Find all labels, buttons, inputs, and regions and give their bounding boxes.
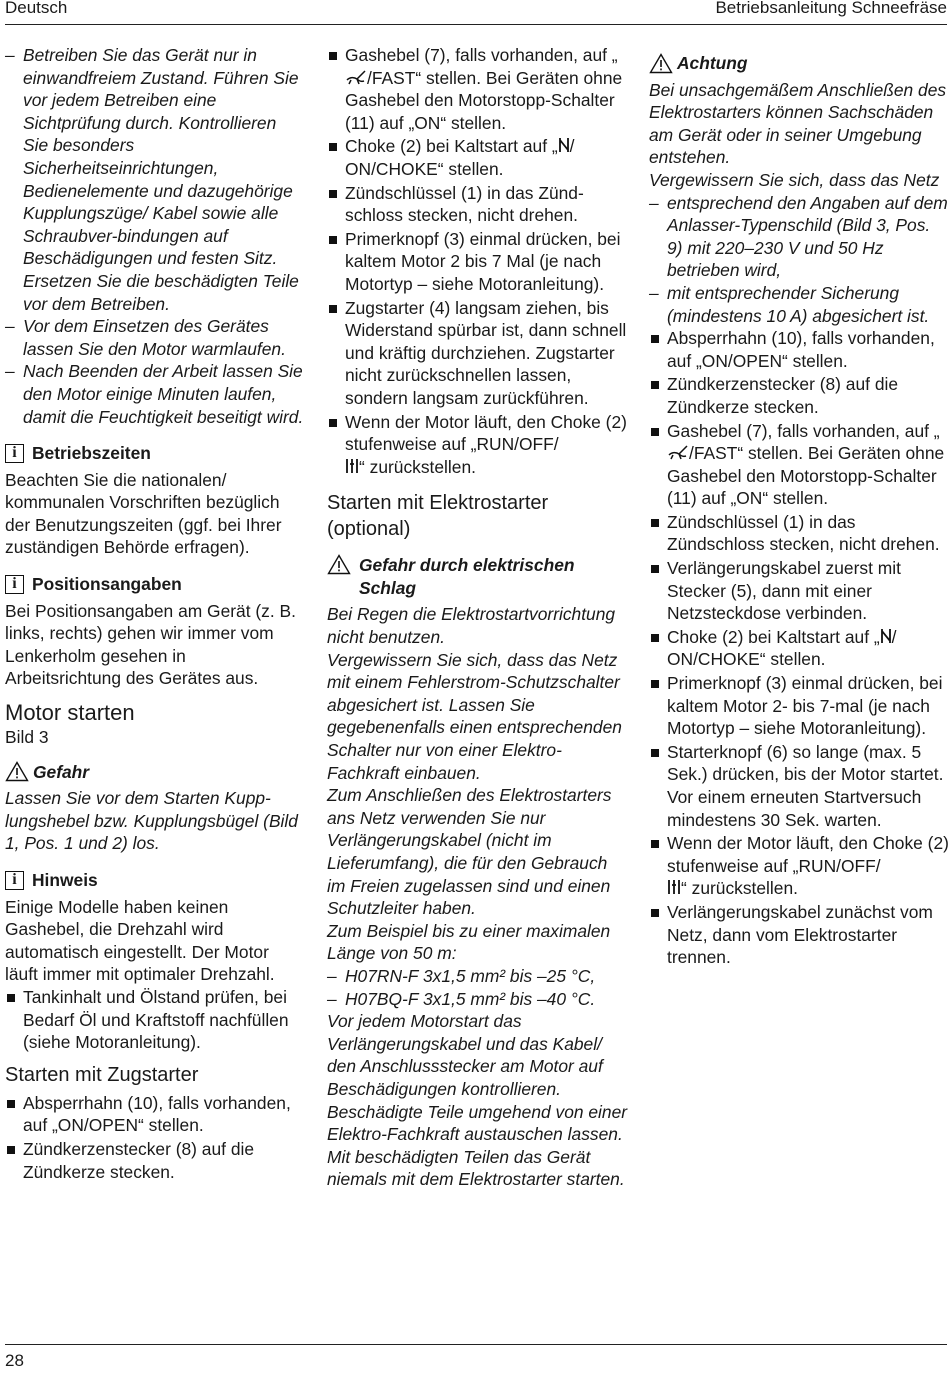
warning-text: Vergewissern Sie sich, dass das Netz mit einem Fehlerstrom-Schutzschalter abgesichert ist. Lassen Sie gegebenenfalls einen entsprechenden Schalter nur von einer Elektro-Fachkraft einbauen. xyxy=(327,649,622,783)
run-icon xyxy=(345,457,359,475)
hare-fast-icon xyxy=(345,68,367,86)
info-heading xyxy=(5,573,305,596)
warning-text: Bei unsachgemäßem Anschließen des Elektrostarters können Sachschäden am Gerät oder in seiner Umgebung entstehen. xyxy=(649,79,947,168)
info-icon: i xyxy=(5,444,24,463)
run-icon xyxy=(667,878,681,896)
warning-heading xyxy=(327,554,629,599)
warning-text: Zum Beispiel bis zu einer maximalen Länge von 50 m: xyxy=(327,920,611,964)
warning-text: Bei Regen die Elektrostartvorrichtung nicht benutzen. xyxy=(327,604,616,648)
figure-reference: Bild 3 xyxy=(5,727,49,748)
page-header xyxy=(5,0,947,25)
warning-triangle-icon xyxy=(327,554,351,575)
dash-item: – Nach Beenden der Arbeit lassen Sie den Motor einige Minuten laufen, damit die Feuchtigkeit beseitigt wird. xyxy=(5,360,305,428)
bullet-text: / ON/CHOKE“ stellen. xyxy=(667,626,897,670)
bullet-text: /FAST“ stellen. Bei Geräten ohne Gashebel den Motorstopp-Schalter (11) auf „ON“ stellen. xyxy=(345,67,623,133)
bullet-item: Primerknopf (3) einmal drücken, bei kaltem Motor 2 bis 7 Mal (je nach Motortyp – siehe Motoranleitung). xyxy=(327,228,629,296)
bullet-item: Tankinhalt und Ölstand prüfen, bei Bedarf Öl und Kraftstoff nachfüllen (siehe Motoranleitung). xyxy=(5,986,305,1054)
subsection-title: Starten mit Elektrostarter (optional) xyxy=(327,492,549,541)
dash-item: – entsprechend den Angaben auf dem Anlasser-Typenschild (Bild 3, Pos. 9) mit 220–230 V und 50 Hz betrieben wird, xyxy=(649,192,949,282)
bullet-text: “ zurückstellen. xyxy=(359,456,476,477)
bullet-item: Absperrhahn (10), falls vorhanden, auf „ON/OPEN“ stellen. xyxy=(5,1092,305,1137)
dash-item: – H07RN-F 3x1,5 mm² bis –25 °C, xyxy=(327,965,629,988)
page-number: 28 xyxy=(5,1351,24,1370)
warning-text: Vergewissern Sie sich, dass das Netz xyxy=(649,169,940,190)
bullet-item xyxy=(649,626,949,671)
info-text: Bei Positionsangaben am Gerät (z. B. links, rechts) gehen wir immer vom Lenkerholm gesehen in Arbeitsrichtung des Gerätes aus. xyxy=(5,600,296,689)
choke-icon xyxy=(880,627,892,645)
dash-item: – H07BQ-F 3x1,5 mm² bis –40 °C. xyxy=(327,988,629,1011)
info-text: Beachten Sie die nationalen/ kommunalen Vorschriften bezüglich der Benutzungszeiten (ggf. bei Ihrer zuständigen Behörde erfragen). xyxy=(5,469,282,558)
dash-item: – mit entsprechender Sicherung (mindestens 10 A) abgesichert ist. xyxy=(649,282,949,327)
column-3 xyxy=(649,44,949,970)
bullet-text: Wenn der Motor läuft, den Choke (2) stufenweise auf „RUN/OFF/ xyxy=(667,833,949,876)
bullet-text: Gashebel (7), falls vorhanden, auf „ xyxy=(345,45,618,65)
bullet-item: Verlängerungskabel zunächst vom Netz, dann vom Elektrostarter trennen. xyxy=(649,901,949,969)
warning-triangle-icon xyxy=(5,761,29,782)
bullet-item: Primerknopf (3) einmal drücken, bei kaltem Motor 2- bis 7-mal (je nach Motortyp – siehe Motoranleitung). xyxy=(649,672,949,740)
dash-item: – Vor dem Einsetzen des Gerätes lassen Sie den Motor warmlaufen. xyxy=(5,315,305,360)
subsection-title: Starten mit Zugstarter xyxy=(5,1063,199,1086)
bullet-item: Zündschlüssel (1) in das Zünd-schloss stecken, nicht drehen. xyxy=(327,182,629,227)
bullet-item xyxy=(649,420,949,510)
bullet-item: Verlängerungskabel zuerst mit Stecker (5), dann mit einer Netzsteckdose verbinden. xyxy=(649,557,949,625)
bullet-item xyxy=(327,44,629,134)
header-language: Deutsch xyxy=(5,0,68,17)
bullet-text: “ zurückstellen. xyxy=(681,878,798,899)
footer-rule xyxy=(5,1344,947,1345)
section-title: Motor starten xyxy=(5,700,135,726)
info-heading xyxy=(5,869,305,892)
choke-icon xyxy=(558,136,570,154)
bullet-text: Gashebel (7), falls vorhanden, auf „ xyxy=(667,420,940,441)
bullet-text: /FAST“ stellen. Bei Geräten ohne Gashebel den Motorstopp-Schalter (11) auf „ON“ stellen. xyxy=(667,443,945,509)
column-2 xyxy=(327,44,629,1191)
bullet-text: Wenn der Motor läuft, den Choke (2) stufenweise auf „RUN/OFF/ xyxy=(345,411,627,455)
bullet-item: Zündschlüssel (1) in das Zündschloss stecken, nicht drehen. xyxy=(649,511,949,556)
warning-heading xyxy=(5,761,305,784)
info-icon: i xyxy=(5,871,24,890)
warning-heading-text: Gefahr durch elektrischen Schlag xyxy=(359,555,575,598)
hare-fast-icon xyxy=(667,443,689,461)
warning-text: Vor jedem Motorstart das Verlängerungskabel und das Kabel/ den Anschlussstecker am Motor auf Beschädigungen kontrollieren. Beschädigte Teile umgehend von einer Elektro-Fachkraft austauschen lassen. Mit beschädigten Teilen das Gerät niemals mit dem Elektrostarter starten. xyxy=(327,1011,628,1190)
warning-heading-text: Gefahr xyxy=(33,761,90,782)
info-text: Einige Modelle haben keinen Gashebel, die Drehzahl wird automatisch eingestellt. Der Motor läuft immer mit optimaler Drehzahl. xyxy=(5,896,275,985)
bullet-text: Choke (2) bei Kaltstart auf „ xyxy=(667,626,880,647)
bullet-text: / ON/CHOKE“ stellen. xyxy=(345,136,575,179)
info-heading-text: Betriebszeiten xyxy=(32,443,151,464)
bullet-item: Zündkerzenstecker (8) auf die Zündkerze stecken. xyxy=(649,373,949,418)
header-title: Betriebsanleitung Schneefräse xyxy=(715,0,947,17)
bullet-item xyxy=(327,135,629,180)
info-heading-text: Hinweis xyxy=(32,870,98,890)
warning-heading-text: Achtung xyxy=(677,53,748,73)
bullet-item xyxy=(327,411,629,479)
warning-text: Lassen Sie vor dem Starten Kupp-lungshebel bzw. Kupplungsbügel (Bild 1, Pos. 1 und 2) los. xyxy=(5,788,298,854)
info-heading-text: Positionsangaben xyxy=(32,574,182,595)
column-1 xyxy=(5,44,305,1184)
dash-item: – Betreiben Sie das Gerät nur in einwandfreiem Zustand. Führen Sie vor jedem Betreiben eine Sichtprüfung durch. Kontrollieren Sie besonders Sicherheitseinrichtungen, Bedienelemente und dazugehörige Kupplungszüge/ Kabel sowie alle Schraubver-bindungen auf Beschädigungen und festen Sitz. Ersetzen Sie die beschädigten Teile vor dem Betreiben. xyxy=(5,44,305,315)
bullet-item: Absperrhahn (10), falls vorhanden, auf „ON/OPEN“ stellen. xyxy=(649,327,949,372)
bullet-item: Zündkerzenstecker (8) auf die Zündkerze stecken. xyxy=(5,1138,305,1183)
warning-text: Zum Anschließen des Elektrostarters ans Netz verwenden Sie nur Verlängerungskabel (nicht im Lieferumfang), die für den Gebrauch im Freien zugelassen sind und einen Schutzleiter haben. xyxy=(327,785,612,919)
info-icon: i xyxy=(5,575,24,594)
bullet-text: Choke (2) bei Kaltstart auf „ xyxy=(345,136,558,157)
info-heading xyxy=(5,442,305,465)
bullet-item: Starterknopf (6) so lange (max. 5 Sek.) drücken, bis der Motor startet. Vor einem erneuten Startversuch mindestens 30 Sek. warten. xyxy=(649,741,949,831)
bullet-item: Zugstarter (4) langsam ziehen, bis Widerstand spürbar ist, dann schnell und kräftig durchziehen. Zugstarter nicht zurückschnellen lassen, sondern langsam zurückführen. xyxy=(327,297,629,410)
bullet-item xyxy=(649,832,949,900)
warning-heading xyxy=(649,52,949,75)
warning-triangle-icon xyxy=(649,53,673,74)
